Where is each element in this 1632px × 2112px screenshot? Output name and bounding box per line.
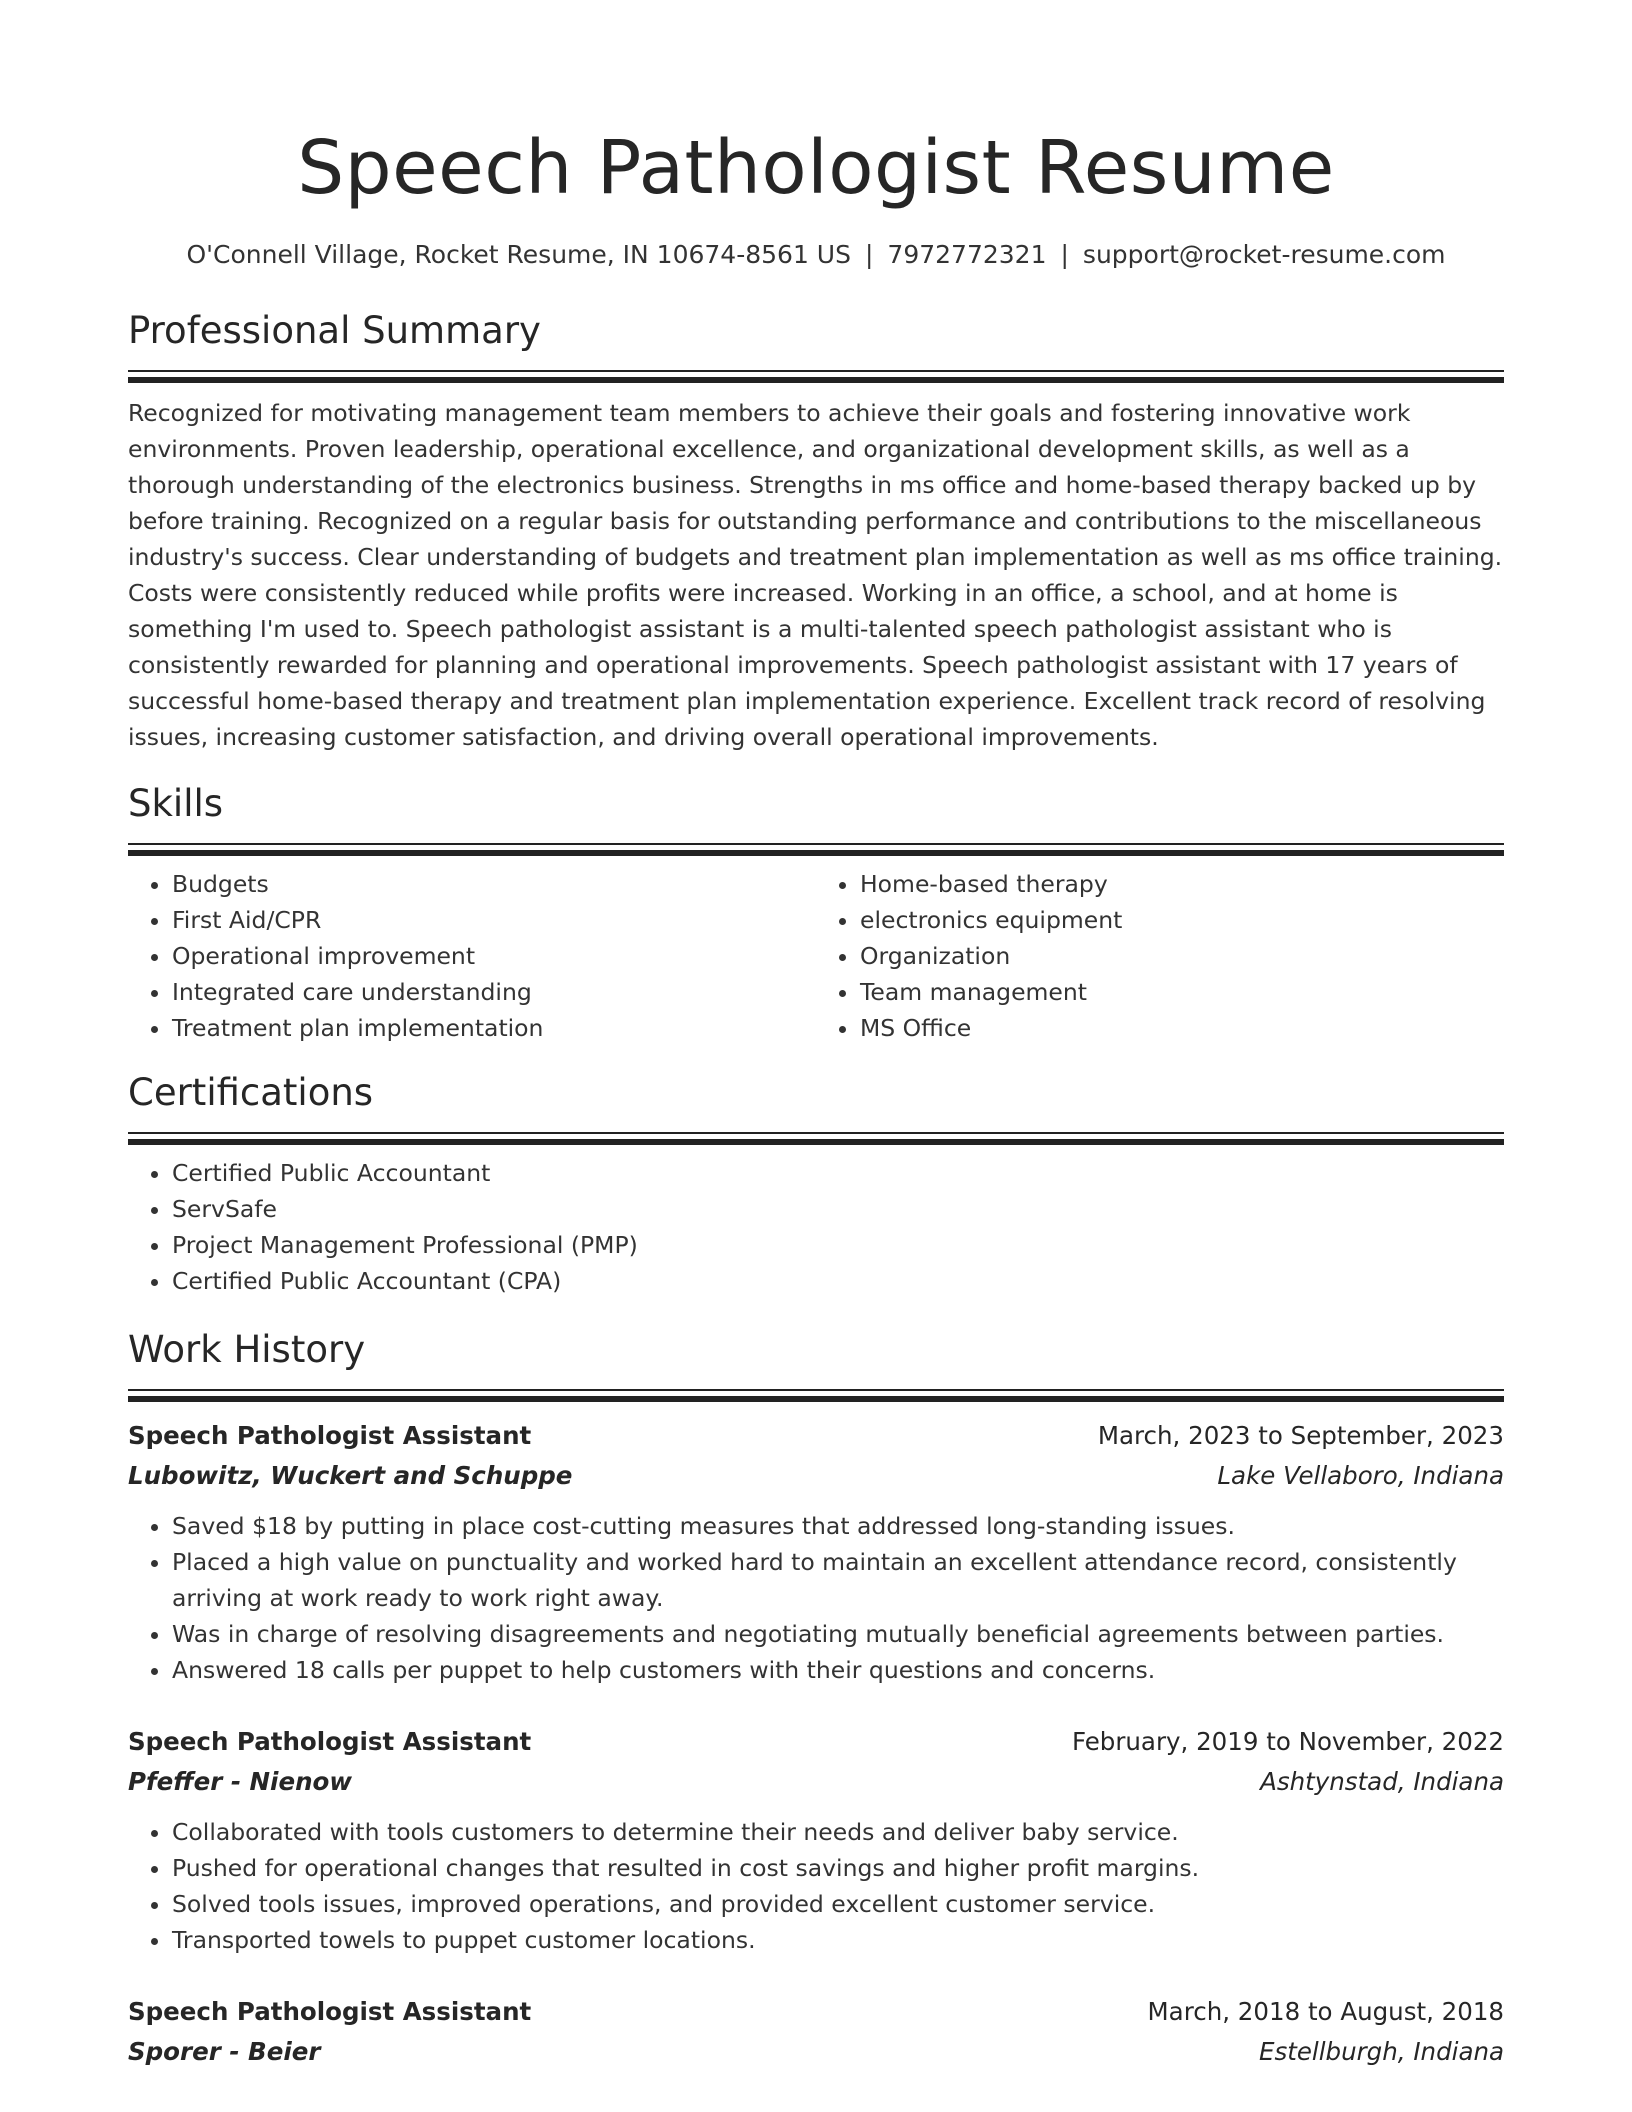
certification-item: • Project Management Professional (PMP)	[172, 1227, 1504, 1263]
job-dates: March, 2023 to September, 2023	[1097, 1420, 1504, 1450]
page-title: Speech Pathologist Resume	[297, 125, 1335, 211]
job-company: Lubowitz, Wuckert and Schuppe	[128, 1460, 573, 1490]
job-title: Speech Pathologist Assistant	[128, 1420, 532, 1450]
job-bullet: • Placed a high value on punctuality and worked hard to maintain an excellent attendance record, consistently arriving at work ready to work right away.	[172, 1544, 1504, 1616]
skill-item: • Integrated care understanding	[172, 974, 816, 1010]
skill-item: • Organization	[860, 938, 1504, 974]
section-heading: Skills	[128, 781, 224, 825]
skill-item: • Treatment plan implementation	[172, 1010, 816, 1046]
skills-list-left	[128, 866, 816, 1046]
job-bullet: • Was in charge of resolving disagreements and negotiating mutually beneficial agreements between parties.	[172, 1616, 1504, 1652]
contact-email: support@rocket-resume.com	[1082, 240, 1446, 269]
job-entry	[128, 1992, 1504, 2072]
skill-item: • Home-based therapy	[860, 866, 1504, 902]
certification-item: • Certified Public Accountant	[172, 1155, 1504, 1191]
contact-phone: 7972772321	[887, 240, 1047, 269]
contact-address: O'Connell Village, Rocket Resume, IN 10674-8561 US	[186, 240, 851, 269]
certifications-list	[128, 1155, 1504, 1299]
section-heading: Certifications	[128, 1070, 374, 1114]
job-bullet: • Pushed for operational changes that resulted in cost savings and higher profit margins.	[172, 1850, 1504, 1886]
job-bullet: • Answered 18 calls per puppet to help customers with their questions and concerns.	[172, 1652, 1504, 1688]
section-heading: Work History	[128, 1327, 366, 1371]
job-location: Estellburgh, Indiana	[1258, 2036, 1504, 2066]
section-divider	[128, 1132, 1504, 1145]
section-heading: Professional Summary	[128, 309, 541, 352]
work-history-section	[128, 1325, 1504, 2072]
section-divider	[128, 1389, 1504, 1402]
contact-separator: |	[1060, 240, 1069, 269]
certification-item: • ServSafe	[172, 1191, 1504, 1227]
section-divider	[128, 370, 1504, 383]
certification-item: • Certified Public Accountant (CPA)	[172, 1263, 1504, 1299]
job-bullet: • Transported towels to puppet customer locations.	[172, 1922, 1504, 1958]
job-company: Sporer - Beier	[128, 2036, 321, 2066]
job-entry	[128, 1722, 1504, 1958]
job-bullets	[128, 1814, 1504, 1958]
contact-line	[128, 238, 1504, 272]
job-bullet: • Saved $18 by putting in place cost-cutting measures that addressed long-standing issues.	[172, 1508, 1504, 1544]
skill-item: • Budgets	[172, 866, 816, 902]
job-title: Speech Pathologist Assistant	[128, 1726, 532, 1756]
contact-separator: |	[864, 240, 874, 269]
skill-item: • Operational improvement	[172, 938, 816, 974]
job-location: Lake Vellaboro, Indiana	[1217, 1460, 1504, 1490]
skill-item: • First Aid/CPR	[172, 902, 816, 938]
job-bullet: • Solved tools issues, improved operations, and provided excellent customer service.	[172, 1886, 1504, 1922]
professional-summary-section	[128, 306, 1504, 755]
skills-list-right	[816, 866, 1504, 1046]
job-bullets	[128, 1508, 1504, 1688]
job-title: Speech Pathologist Assistant	[128, 1996, 532, 2026]
summary-text: Recognized for motivating management team members to achieve their goals and fostering innovative work environments. Proven leadership, operational excellence, and organizational development skills, as well as a thorough understanding of the electronics business. Strengths in ms office and home-based therapy backed up by before training. Recognized on a regular basis for outstanding performance and contributions to the miscellaneous industry's success. Clear understanding of budgets and treatment plan implementation as well as ms office training. Costs were consistently reduced while profits were increased. Working in an office, a school, and at home is something I'm used to. Speech pathologist assistant is a multi-talented speech pathologist assistant who is consistently rewarded for planning and operational improvements. Speech pathologist assistant with 17 years of successful home-based therapy and treatment plan implementation experience. Excellent track record of resolving issues, increasing customer satisfaction, and driving overall operational improvements.	[128, 399, 1503, 751]
skills-section	[128, 779, 1504, 1046]
section-divider	[128, 843, 1504, 856]
job-dates: February, 2019 to November, 2022	[1071, 1726, 1504, 1756]
job-bullet: • Collaborated with tools customers to determine their needs and deliver baby service.	[172, 1814, 1504, 1850]
skill-item: • Team management	[860, 974, 1504, 1010]
skill-item: • electronics equipment	[860, 902, 1504, 938]
job-dates: March, 2018 to August, 2018	[1147, 1996, 1504, 2026]
job-location: Ashtynstad, Indiana	[1260, 1766, 1504, 1796]
job-company: Pfeffer - Nienow	[128, 1766, 352, 1796]
job-entry	[128, 1416, 1504, 1688]
certifications-section	[128, 1068, 1504, 1299]
skill-item: • MS Office	[860, 1010, 1504, 1046]
